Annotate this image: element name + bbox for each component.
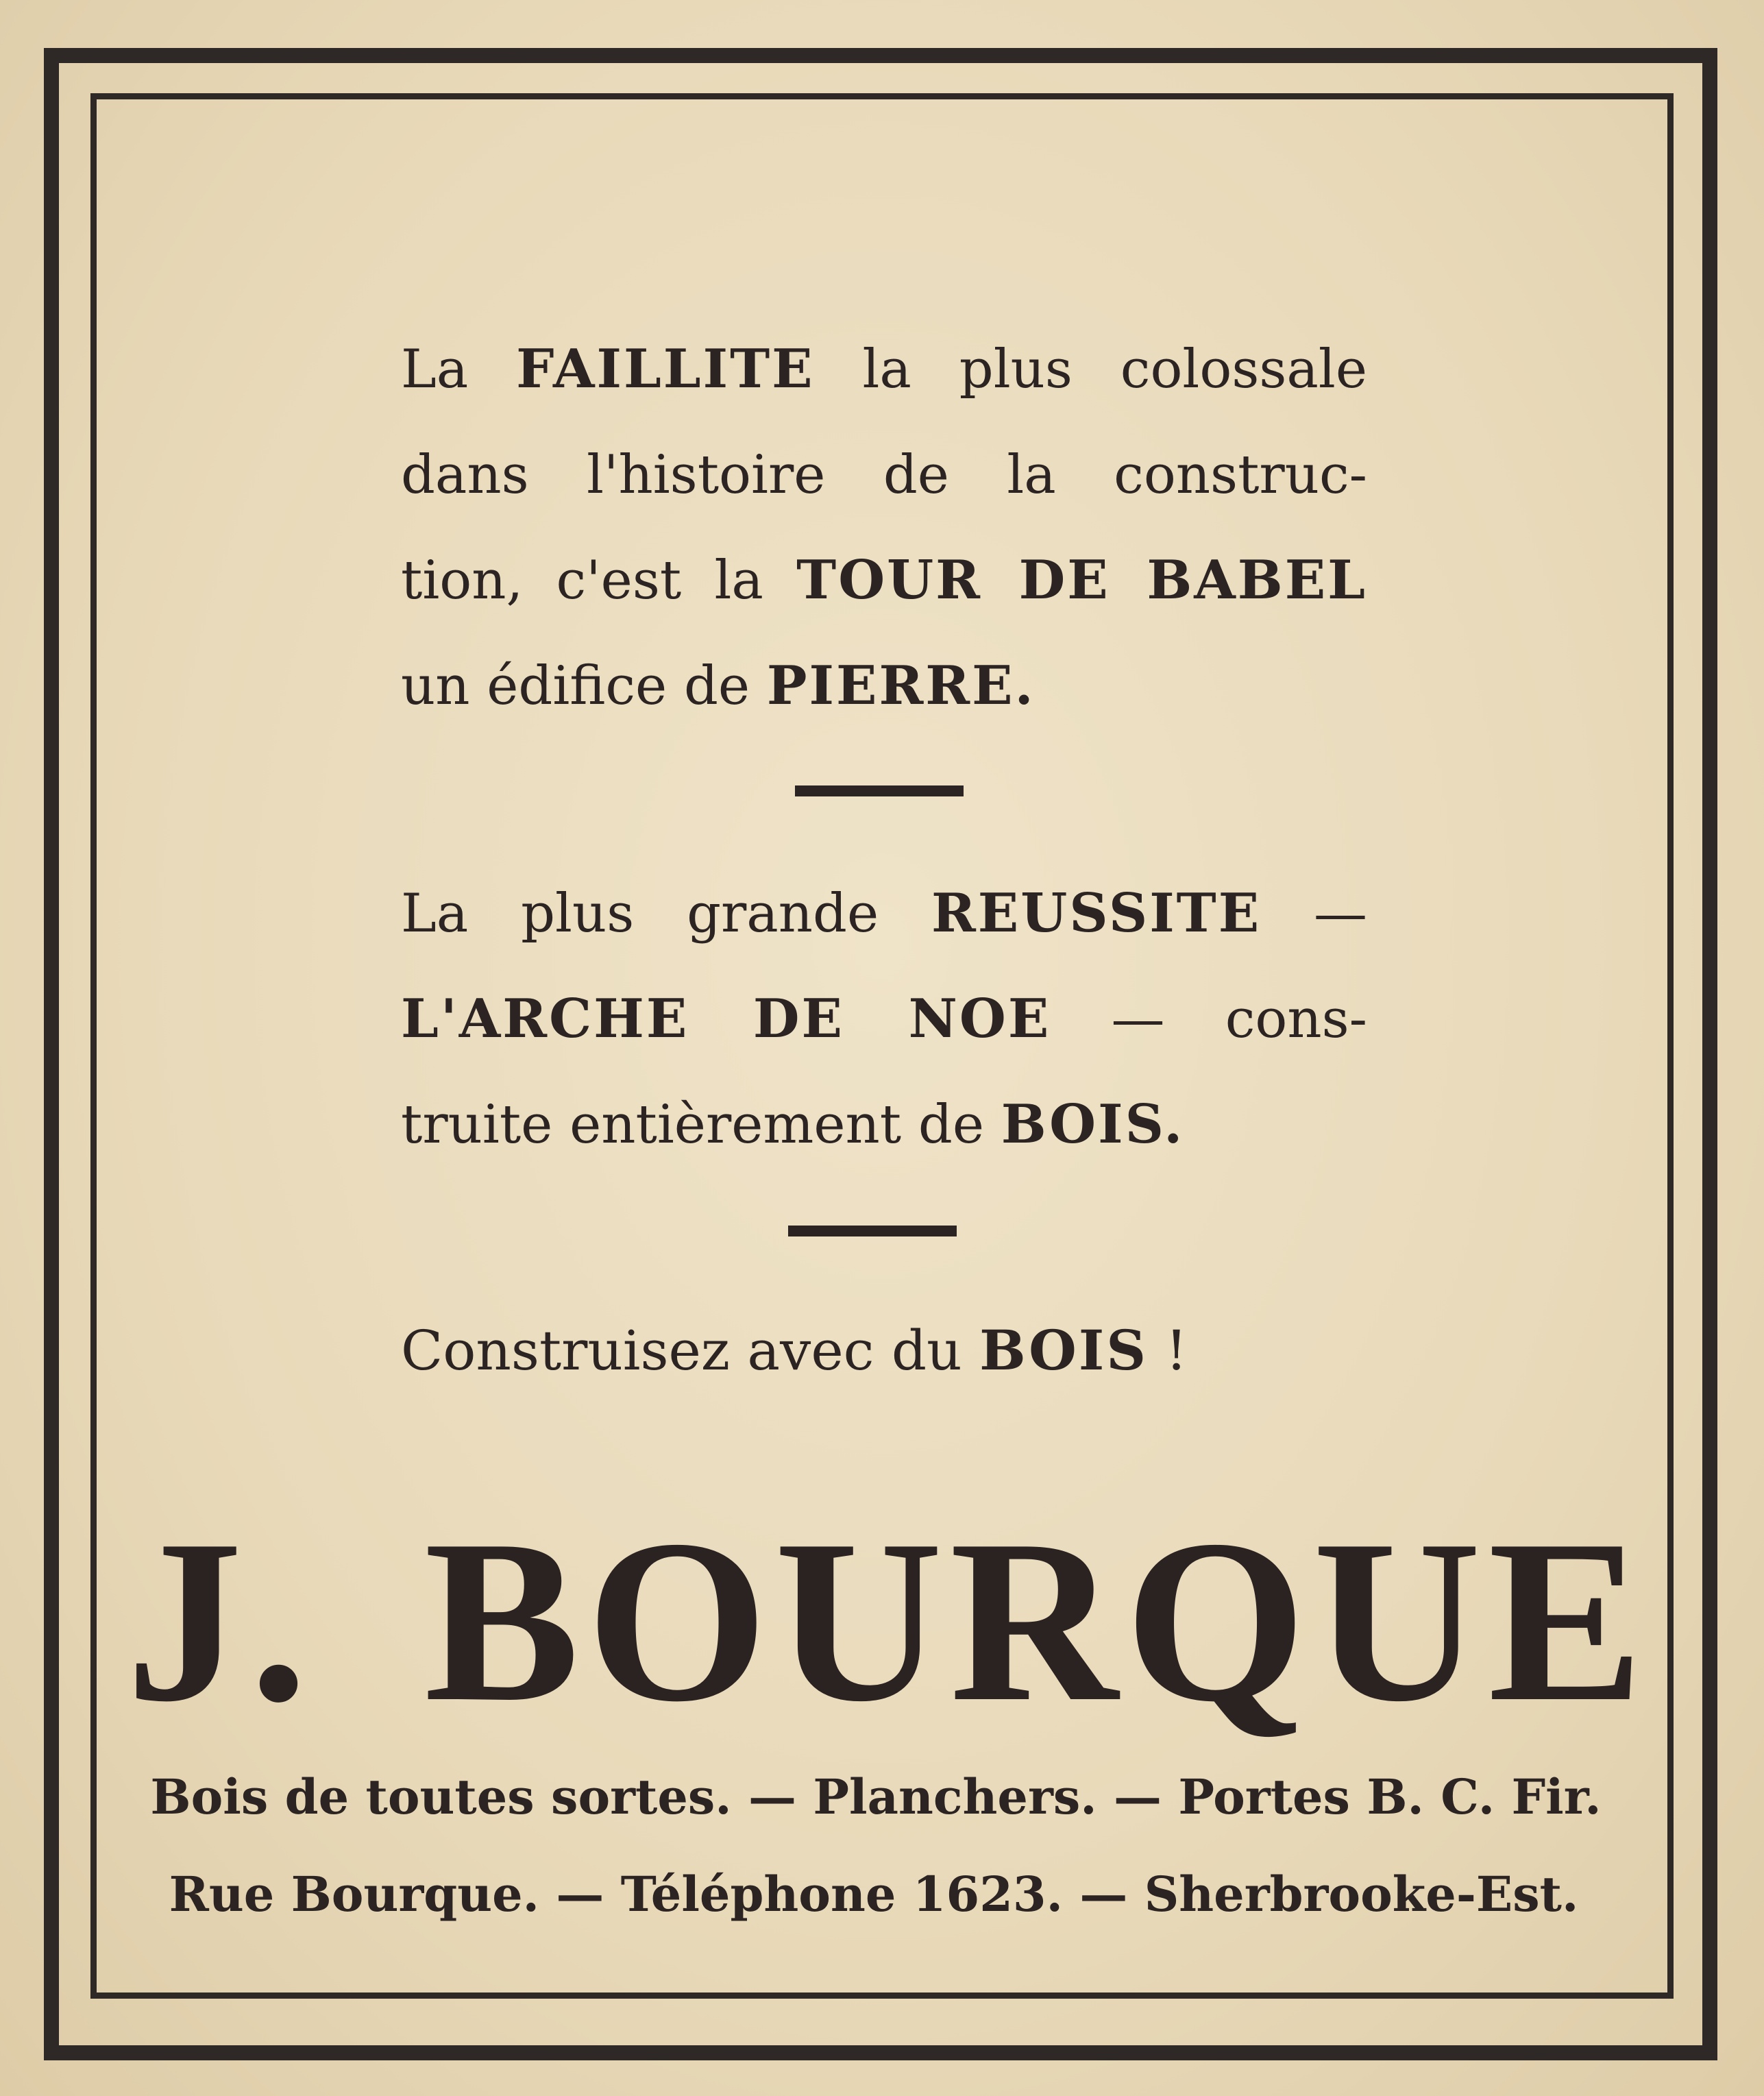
emphasis-text: BOIS.: [1001, 1093, 1185, 1156]
paragraph-line: un édifice de PIERRE.: [401, 655, 1036, 717]
emphasis-text: TOUR DE BABEL: [796, 549, 1368, 611]
paragraph-line: dans l'histoire de la construc-: [401, 444, 1367, 506]
paragraph-line: La FAILLITE la plus colossale: [401, 338, 1367, 400]
emphasis-text: BOIS: [979, 1318, 1149, 1382]
emphasis-text: REUSSITE: [931, 882, 1262, 945]
paragraph-line: tion, c'est la TOUR DE BABEL: [401, 549, 1368, 611]
brand-initial: J.: [126, 1491, 315, 1750]
brand-surname: BOURQUE: [424, 1491, 1651, 1750]
divider-rule: [788, 1226, 957, 1236]
paragraph-line: L'ARCHE DE NOE — cons-: [401, 988, 1367, 1050]
address-line: Rue Bourque. — Téléphone 1623. — Sherbrooke-Est.: [169, 1866, 1579, 1923]
paragraph-line: truite entièrement de BOIS.: [401, 1093, 1185, 1156]
paragraph-reussite: [401, 861, 1367, 1178]
emphasis-text: PIERRE.: [766, 655, 1036, 717]
paragraph-faillite: [401, 317, 1367, 739]
call-to-action: Construisez avec du BOIS !: [401, 1318, 1188, 1382]
emphasis-text: L'ARCHE DE NOE: [401, 988, 1051, 1050]
brand-name: [126, 1491, 1651, 1750]
paragraph-line: La plus grande REUSSITE —: [401, 882, 1368, 945]
emphasis-text: FAILLITE: [516, 338, 815, 400]
divider-rule: [795, 785, 964, 796]
products-line: Bois de toutes sortes. — Planchers. — Portes B. C. Fir.: [150, 1768, 1602, 1825]
